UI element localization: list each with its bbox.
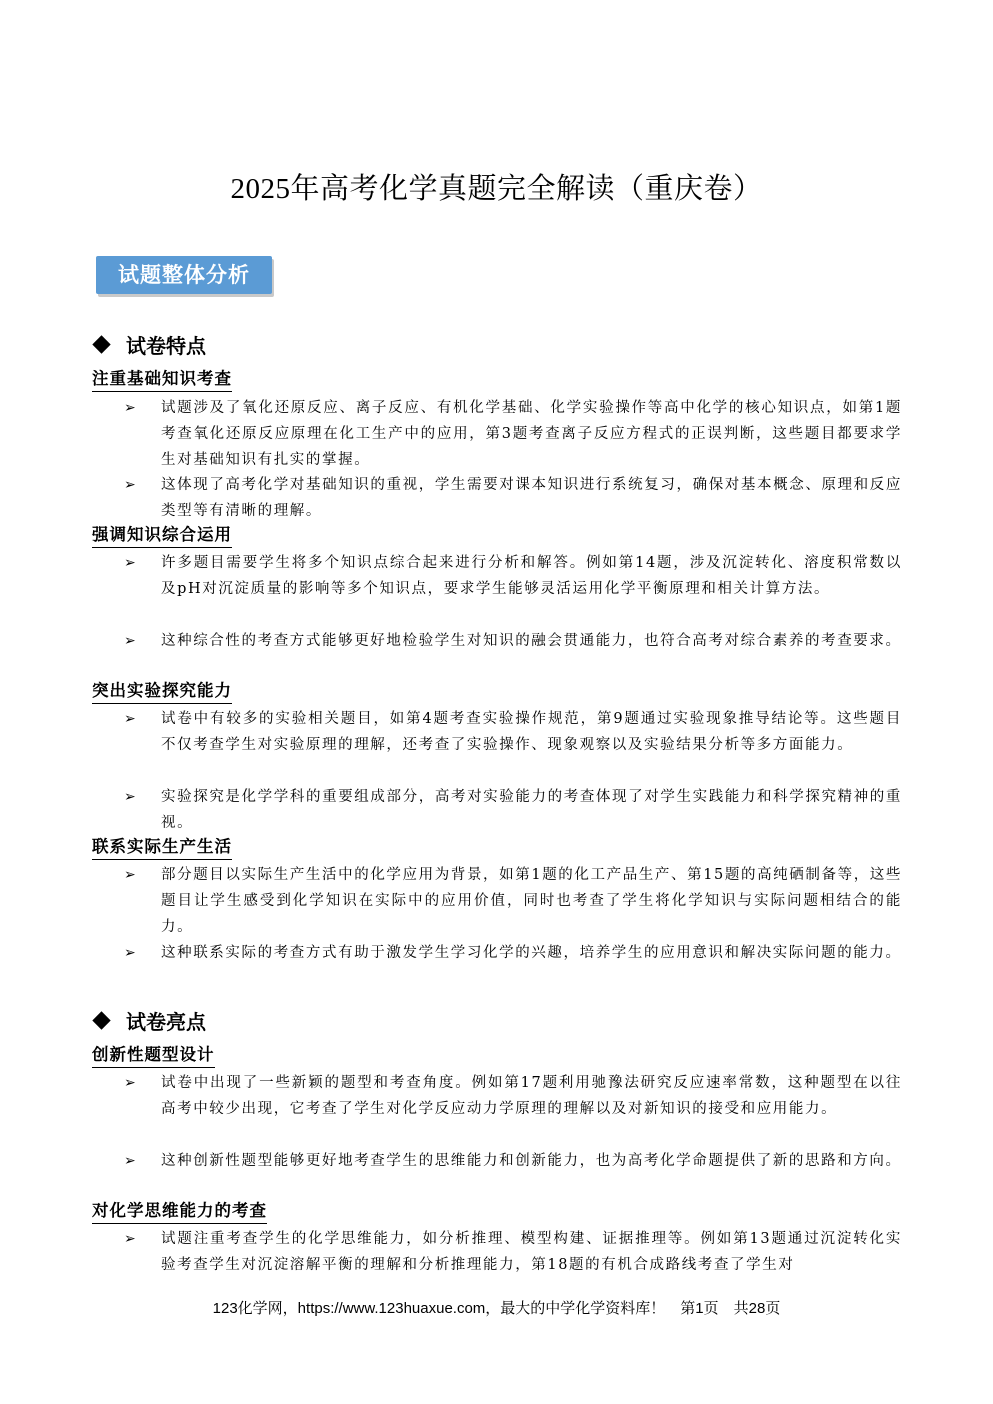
page-footer: 123化学网，https://www.123huaxue.com，最大的中学化学资料库！ 第1页 共28页 [212, 1300, 781, 1317]
page-title: 2025年高考化学真题完全解读（重庆卷） [230, 173, 763, 205]
diamond-bullet-icon [92, 1011, 110, 1029]
arrow-bullet-icon: ➢ [124, 477, 136, 493]
list-item [124, 784, 902, 836]
list-item [124, 862, 902, 940]
list-item-text: 许多题目需要学生将多个知识点综合起来进行分析和解答。例如第14题，涉及沉淀转化、溶度积常数以及pH对沉淀质量的影响等多个知识点，要求学生能够灵活运用化学平衡原理和相关计算方法。 [161, 555, 902, 597]
arrow-bullet-icon: ➢ [124, 1153, 136, 1169]
section-heading-text: 试卷亮点 [126, 1010, 206, 1034]
list-item-text: 试卷中出现了一些新颖的题型和考查角度。例如第17题利用驰豫法研究反应速率常数，这种题型在以往高考中较少出现，它考查了学生对化学反应动力学原理的理解以及对新知识的接受和应用能力。 [161, 1075, 902, 1117]
list-item-text: 部分题目以实际生产生活中的化学应用为背景，如第1题的化工产品生产、第15题的高纯硒制备等，这些题目让学生感受到化学知识在实际中的应用价值，同时也考查了学生将化学知识与实际问题相结合的能力。 [161, 867, 902, 935]
list-item [124, 940, 902, 966]
list-item-text: 这种综合性的考查方式能够更好地检验学生对知识的融会贯通能力，也符合高考对综合素养的考查要求。 [161, 633, 902, 649]
section-heading-text: 试卷特点 [126, 334, 206, 358]
list-item-text: 试题注重考查学生的化学思维能力，如分析推理、模型构建、证据推理等。例如第13题通过沉淀转化实验考查学生对沉淀溶解平衡的理解和分析推理能力，第18题的有机合成路线考查了学生对 [161, 1231, 902, 1273]
arrow-bullet-icon: ➢ [124, 1075, 136, 1091]
diamond-bullet-icon [92, 335, 110, 353]
sub-heading: 联系实际生产生活 [92, 836, 232, 860]
list-item [124, 1148, 902, 1174]
section-banner: 试题整体分析 [96, 256, 272, 294]
section-heading-highlights [92, 1006, 206, 1035]
list-item [124, 1070, 902, 1122]
list-item-text: 实验探究是化学学科的重要组成部分，高考对实验能力的考查体现了对学生实践能力和科学探究精神的重视。 [161, 789, 902, 831]
section-heading-features [92, 330, 206, 359]
list-item [124, 472, 902, 524]
list-item-text: 试题涉及了氧化还原反应、离子反应、有机化学基础、化学实验操作等高中化学的核心知识点，如第1题考查氧化还原反应原理在化工生产中的应用，第3题考查离子反应方程式的正误判断，这些题目都要求学生对基础知识有扎实的掌握。 [161, 400, 902, 468]
sub-heading: 强调知识综合运用 [92, 524, 232, 548]
list-item [124, 628, 902, 654]
list-item [124, 395, 902, 473]
sub-heading: 对化学思维能力的考查 [92, 1200, 267, 1224]
arrow-bullet-icon: ➢ [124, 711, 136, 727]
list-item-text: 这体现了高考化学对基础知识的重视，学生需要对课本知识进行系统复习，确保对基本概念、原理和反应类型等有清晰的理解。 [161, 477, 902, 519]
list-item [124, 706, 902, 758]
list-item-text: 这种创新性题型能够更好地考查学生的思维能力和创新能力，也为高考化学命题提供了新的思路和方向。 [161, 1153, 902, 1169]
list-item-text: 这种联系实际的考查方式有助于激发学生学习化学的兴趣，培养学生的应用意识和解决实际问题的能力。 [161, 945, 902, 961]
sub-heading: 创新性题型设计 [92, 1044, 215, 1068]
sub-heading: 注重基础知识考查 [92, 368, 232, 392]
arrow-bullet-icon: ➢ [124, 945, 136, 961]
list-item [124, 1226, 902, 1278]
sub-heading: 突出实验探究能力 [92, 680, 232, 704]
arrow-bullet-icon: ➢ [124, 867, 136, 883]
list-item-text: 试卷中有较多的实验相关题目，如第4题考查实验操作规范，第9题通过实验现象推导结论等。这些题目不仅考查学生对实验原理的理解，还考查了实验操作、现象观察以及实验结果分析等多方面能力。 [161, 711, 902, 753]
arrow-bullet-icon: ➢ [124, 789, 136, 805]
arrow-bullet-icon: ➢ [124, 1231, 136, 1247]
arrow-bullet-icon: ➢ [124, 555, 136, 571]
list-item [124, 550, 902, 602]
arrow-bullet-icon: ➢ [124, 633, 136, 649]
arrow-bullet-icon: ➢ [124, 400, 136, 416]
